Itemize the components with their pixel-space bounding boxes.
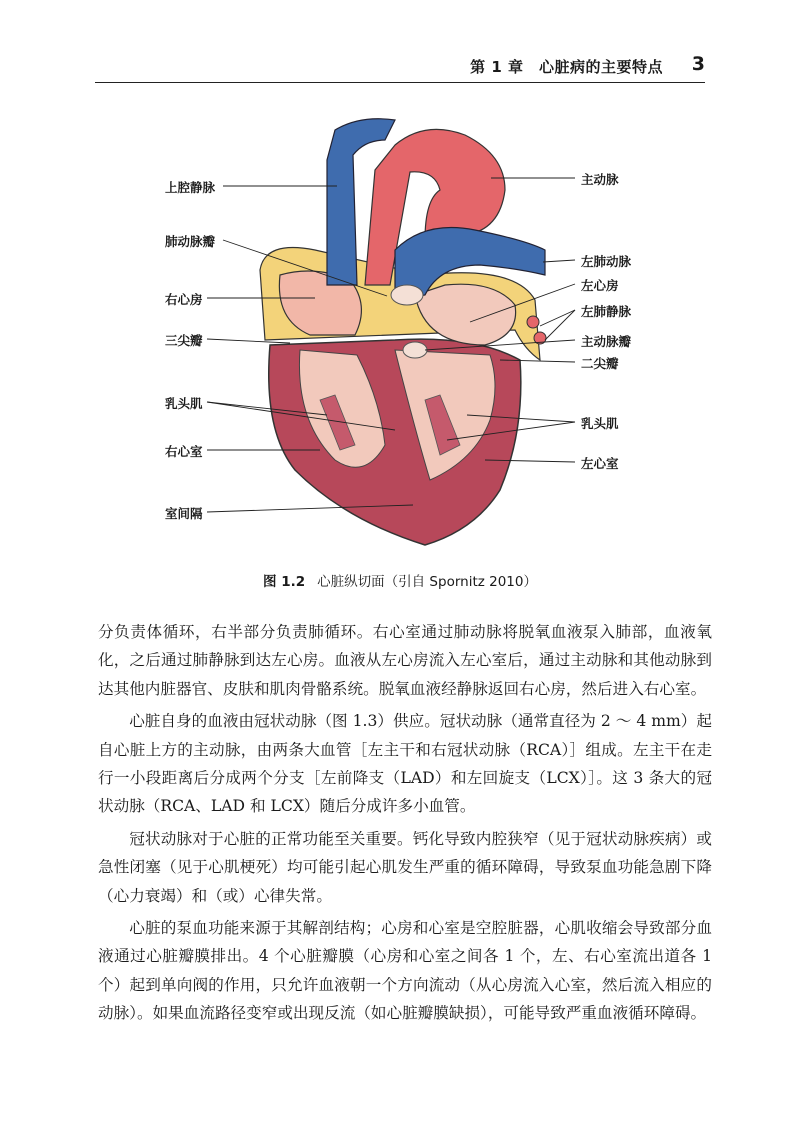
label-superior-vena-cava: 上腔静脉 — [165, 180, 216, 195]
label-aortic-valve: 主动脉瓣 — [581, 334, 632, 349]
heart-figure — [95, 100, 705, 560]
paragraph-1: 分负责体循环，右半部分负责肺循环。右心室通过肺动脉将脱氧血液泵入肺部，血液氧化，之后通过肺静脉到达左心房。血液从左心房流入左心室后，通过主动脉和其他动脉到达其他内脏器官、皮肤和肌肉骨骼系统。脱氧血液经静脉返回右心房，然后进入右心室。 — [98, 623, 712, 698]
label-septum: 室间隔 — [165, 506, 203, 521]
running-header — [95, 52, 705, 83]
figure-caption — [0, 570, 800, 590]
label-tricuspid-valve: 三尖瓣 — [165, 333, 203, 348]
paragraph-3: 冠状动脉对于心脏的正常功能至关重要。钙化导致内腔狭窄（见于冠状动脉疾病）或急性闭塞（见于心肌梗死）均可能引起心肌发生严重的循环障碍，导致泵血功能急剧下降（心力衰竭）和（或）心律失常。 — [98, 829, 712, 905]
paragraph-2: 心脏自身的血液由冠状动脉（图 1.3）供应。冠状动脉（通常直径为 2 ～ 4 mm）起自心脏上方的主动脉，由两条大血管［左主干和右冠状动脉（RCA）］组成。左主干在走行一小段距离后分成两个分支［左前降支（LAD）和左回旋支（LCX）］。这 3 条大的冠状动脉（RCA、LAD 和 LCX）随后分成许多小血管。 — [98, 712, 712, 816]
label-left-pulmonary-veins: 左肺静脉 — [581, 304, 632, 319]
label-mitral-valve: 二尖瓣 — [581, 356, 619, 371]
body-text — [98, 618, 712, 1032]
label-right-atrium: 右心房 — [165, 292, 203, 307]
chapter-title: 第 1 章 心脏病的主要特点 — [470, 58, 663, 76]
label-pulmonary-valve: 肺动脉瓣 — [165, 234, 216, 249]
figure-number: 图 1.2 — [263, 574, 306, 590]
label-papillary-muscle-left: 乳头肌 — [165, 396, 203, 411]
label-left-pulmonary-artery: 左肺动脉 — [581, 254, 632, 269]
label-left-ventricle: 左心室 — [581, 456, 619, 471]
page-number: 3 — [691, 53, 705, 75]
label-papillary-muscle-right: 乳头肌 — [581, 416, 619, 431]
label-aorta: 主动脉 — [581, 172, 619, 187]
label-right-ventricle: 右心室 — [165, 444, 203, 459]
figure-caption-text: 心脏纵切面（引自 Spornitz 2010） — [317, 574, 537, 590]
paragraph-4: 心脏的泵血功能来源于其解剖结构；心房和心室是空腔脏器，心肌收缩会导致部分血液通过心脏瓣膜排出。4 个心脏瓣膜（心房和心室之间各 1 个，左、右心室流出道各 1 个）起到单向阀的作用，只允许血液朝一个方向流动（从心房流入心室，然后流入相应的动脉）。如果血流路径变窄或出现反流（如心脏瓣膜缺损），可能导致严重血液循环障碍。 — [98, 919, 712, 1023]
heart-illustration — [95, 100, 705, 560]
label-left-atrium: 左心房 — [581, 278, 619, 293]
